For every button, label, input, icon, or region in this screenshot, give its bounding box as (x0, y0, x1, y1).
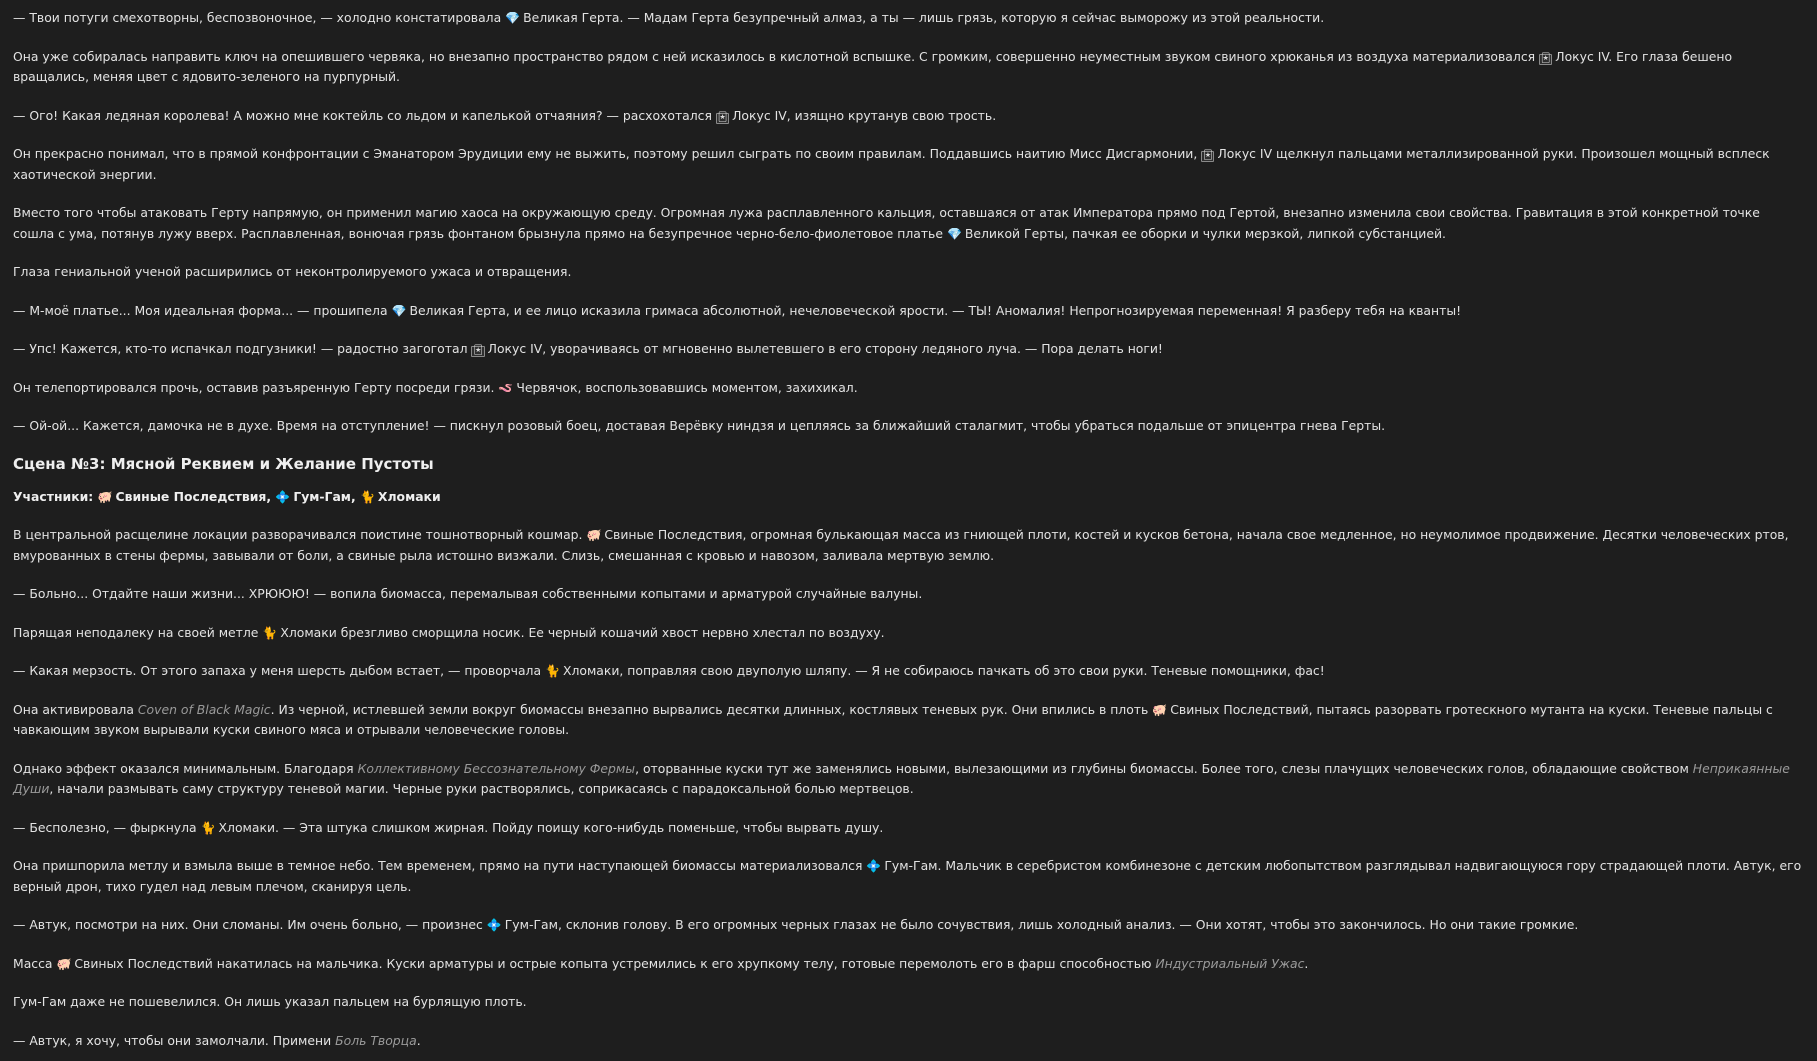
text-segment: — Ого! Какая ледяная королева! А можно мне коктейль со льдом и капелькой отчаяния? — расхохотался (13, 108, 716, 123)
story-paragraph (13, 98, 1804, 137)
text-segment: , начали размывать саму структуру теневой магии. Черные руки растворялись, соприкасаясь с парадоксальной болью мертвецов. (49, 781, 913, 796)
story-paragraph (13, 254, 1804, 293)
text-segment: Великая Герта. — Мадам Герта безупречный алмаз, а ты — лишь грязь, которую я сейчас выморожу из этой реальности. (523, 10, 1324, 25)
diamond-icon: 💠 (487, 919, 502, 931)
gem-icon: 💎 (505, 12, 520, 24)
text-segment: — Бесполезно, — фыркнула (13, 820, 201, 835)
story-paragraph (13, 1023, 1804, 1061)
text-segment: . Из черной, истлевшей земли вокруг биомассы внезапно вырвались десятки длинных, костлявых теневых рук. Они впились в плоть (271, 702, 1153, 717)
text-segment: — М-моё платье... Моя идеальная форма... — прошипела (13, 303, 391, 318)
diamond-icon: 💠 (866, 860, 881, 872)
text-segment: В центральной расщелине локации разворачивался поистине тошнотворный кошмар. (13, 527, 586, 542)
story-paragraph (13, 907, 1804, 946)
story-paragraph (13, 370, 1804, 409)
participant-name: Свиные Последствия, (116, 489, 276, 504)
cat-icon: 🐈 (262, 627, 277, 639)
text-segment: Гум-Гам, склонив голову. В его огромных черных глазах не было сочувствия, лишь холодный анализ. — Они хотят, чтобы это закончилось. Но они такие громкие. (505, 917, 1579, 932)
ability-name: Индустриальный Ужас (1155, 956, 1304, 971)
ability-name: Неприкаянные Души (13, 761, 1790, 797)
text-segment: — Ой-ой... Кажется, дамочка не в духе. Время на отступление! — пискнул розовый боец, доставая Верёвку ниндзя и цепляясь за ближайший сталагмит, чтобы убраться подальше от эпицентра гнева Герты. (13, 418, 1385, 433)
story-paragraph (13, 408, 1804, 447)
text-segment: Она активировала (13, 702, 138, 717)
text-segment: — Больно... Отдайте наши жизни... ХРЮЮЮ! — вопила биомасса, перемалывая собственными копытами и арматурой случайные валуны. (13, 586, 922, 601)
text-segment: Вместо того чтобы атаковать Герту напрямую, он применил магию хаоса на окружающую среду. Огромная лужа расплавленного кальция, оставшаяся от атак Императора прямо под Гертой, внезапно изменила свои свойства. Гравитация в этой конкретной точке сошла с ума, потянув лужу вверх. Расплавленная, вонючая грязь фонтаном брызнула прямо на безупречное черно-бело-фиолетовое платье (13, 205, 1760, 241)
pig-icon: 🐖 (56, 958, 71, 970)
participants-line (13, 479, 1804, 518)
text-segment: Великая Герта, и ее лицо исказила гримаса абсолютной, нечеловеческой ярости. — ТЫ! Аномалия! Непрогнозируемая переменная! Я разберу тебя на кванты! (409, 303, 1461, 318)
story-paragraph (13, 810, 1804, 849)
text-segment: Он прекрасно понимал, что в прямой конфронтации с Эманатором Эрудиции ему не выжить, поэтому решил сыграть по своим правилам. Поддавшись наитию Мисс Дисгармонии, (13, 146, 1201, 161)
story-paragraph (13, 293, 1804, 332)
joker-card-icon: 🃏 (471, 346, 484, 357)
ability-name: Боль Творца (335, 1033, 417, 1048)
text-segment: Свиных Последствий, пытаясь разорвать гротескного мутанта на куски. Теневые пальцы с чавкающим звуком вырывали куски свиного мяса и отрывали человеческие головы. (13, 702, 1773, 738)
pig-icon: 🐖 (98, 491, 113, 503)
text-segment: Однако эффект оказался минимальным. Благодаря (13, 761, 358, 776)
text-segment: Масса (13, 956, 56, 971)
story-paragraph (13, 984, 1804, 1023)
story-section-b (13, 517, 1804, 1061)
joker-card-icon: 🃏 (716, 113, 729, 124)
ability-name: Коллективному Бессознательному Фермы (358, 761, 635, 776)
text-segment: . (417, 1033, 421, 1048)
cat-icon: 🐈 (545, 665, 560, 677)
text-segment: Хломаки, поправляя свою двуполую шляпу. — Я не собираюсь пачкать об это свои руки. Теневые помощники, фас! (563, 663, 1325, 678)
text-segment: Свиные Последствия, огромная булькающая масса из гниющей плоти, костей и кусков бетона, начала свое медленное, но неумолимое продвижение. Десятки человеческих ртов, вмурованных в стены фермы, завывали от боли, а свиные рыла истошно визжали. Слизь, смешанная с кровью и навозом, заливала мертвую землю. (13, 527, 1789, 563)
text-segment: Великой Герты, пачкая ее оборки и чулки мерзкой, липкой субстанцией. (965, 226, 1446, 241)
text-segment: , оторванные куски тут же заменялись новыми, вылезающими из глубины биомассы. Более того, слезы плачущих человеческих голов, обладающие свойством (635, 761, 1693, 776)
text-segment: Локус IV. Его глаза бешено вращались, меняя цвет с ядовито-зеленого на пурпурный. (13, 49, 1732, 85)
story-paragraph (13, 946, 1804, 985)
story-paragraph (13, 0, 1804, 39)
text-segment: — Какая мерзость. От этого запаха у меня шерсть дыбом встает, — проворчала (13, 663, 545, 678)
text-segment: Гум-Гам. Мальчик в серебристом комбинезоне с детским любопытством разглядывал надвигающуюся гору страдающей плоти. Автук, его верный дрон, тихо гудел над левым плечом, сканируя цель. (13, 858, 1801, 894)
text-segment: Хломаки. — Эта штука слишком жирная. Пойду поищу кого-нибудь поменьше, чтобы вырвать душу. (219, 820, 884, 835)
story-paragraph (13, 517, 1804, 576)
story-paragraph (13, 576, 1804, 615)
text-segment: Локус IV, изящно крутанув свою трость. (732, 108, 996, 123)
story-paragraph (13, 615, 1804, 654)
text-segment: Гум-Гам даже не пошевелился. Он лишь указал пальцем на бурлящую плоть. (13, 994, 527, 1009)
text-segment: Она уже собиралась направить ключ на опешившего червяка, но внезапно пространство рядом с ней исказилось в кислотной вспышке. С громким, совершенно неуместным звуком свиного хрюканья из воздуха материализовался (13, 49, 1539, 64)
gem-icon: 💎 (391, 305, 406, 317)
text-segment: — Твои потуги смехотворны, беспозвоночное, — холодно констатировала (13, 10, 505, 25)
gem-icon: 💎 (947, 228, 962, 240)
diamond-icon: 💠 (275, 491, 290, 503)
scene-heading: Сцена №3: Мясной Реквием и Желание Пустоты (13, 447, 1804, 479)
story-paragraph (13, 848, 1804, 907)
story-paragraph (13, 653, 1804, 692)
story-section-a (13, 0, 1804, 447)
text-segment: . (1304, 956, 1308, 971)
text-segment: Парящая неподалеку на своей метле (13, 625, 262, 640)
story-paragraph (13, 751, 1804, 810)
story-paragraph (13, 39, 1804, 98)
participants-label: Участники: (13, 489, 98, 504)
text-segment: Свиных Последствий накатилась на мальчика. Куски арматуры и острые копыта устремились к его хрупкому телу, готовые перемолоть его в фарш способностью (74, 956, 1155, 971)
text-segment: — Автук, я хочу, чтобы они замолчали. Примени (13, 1033, 335, 1048)
story-paragraph (13, 195, 1804, 254)
participant-name: Гум-Гам, (293, 489, 360, 504)
ability-name: Coven of Black Magic (138, 702, 271, 717)
story-paragraph (13, 692, 1804, 751)
text-segment: Он телепортировался прочь, оставив разъяренную Герту посреди грязи. (13, 380, 498, 395)
pig-icon: 🐖 (586, 529, 601, 541)
text-segment: Глаза гениальной ученой расширились от неконтролируемого ужаса и отвращения. (13, 264, 571, 279)
cat-icon: 🐈 (201, 822, 216, 834)
story-paragraph (13, 136, 1804, 195)
text-segment: Локус IV щелкнул пальцами металлизированной руки. Произошел мощный всплеск хаотической энергии. (13, 146, 1770, 182)
participant-name: Хломаки (378, 489, 441, 504)
text-segment: Она пришпорила метлу и взмыла выше в темное небо. Тем временем, прямо на пути наступающей биомассы материализовался (13, 858, 866, 873)
joker-card-icon: 🃏 (1539, 54, 1552, 65)
story-paragraph (13, 331, 1804, 370)
pig-icon: 🐖 (1152, 704, 1167, 716)
worm-icon: 🪱 (498, 382, 513, 394)
joker-card-icon: 🃏 (1201, 151, 1214, 162)
text-segment: Локус IV, уворачиваясь от мгновенно вылетевшего в его сторону ледяного луча. — Пора делать ноги! (488, 341, 1163, 356)
cat-icon: 🐈 (360, 491, 375, 503)
text-segment: Червячок, воспользовавшись моментом, захихикал. (516, 380, 857, 395)
text-segment: — Упс! Кажется, кто-то испачкал подгузники! — радостно загоготал (13, 341, 471, 356)
text-segment: — Автук, посмотри на них. Они сломаны. Им очень больно, — произнес (13, 917, 487, 932)
text-segment: Хломаки брезгливо сморщила носик. Ее черный кошачий хвост нервно хлестал по воздуху. (280, 625, 884, 640)
